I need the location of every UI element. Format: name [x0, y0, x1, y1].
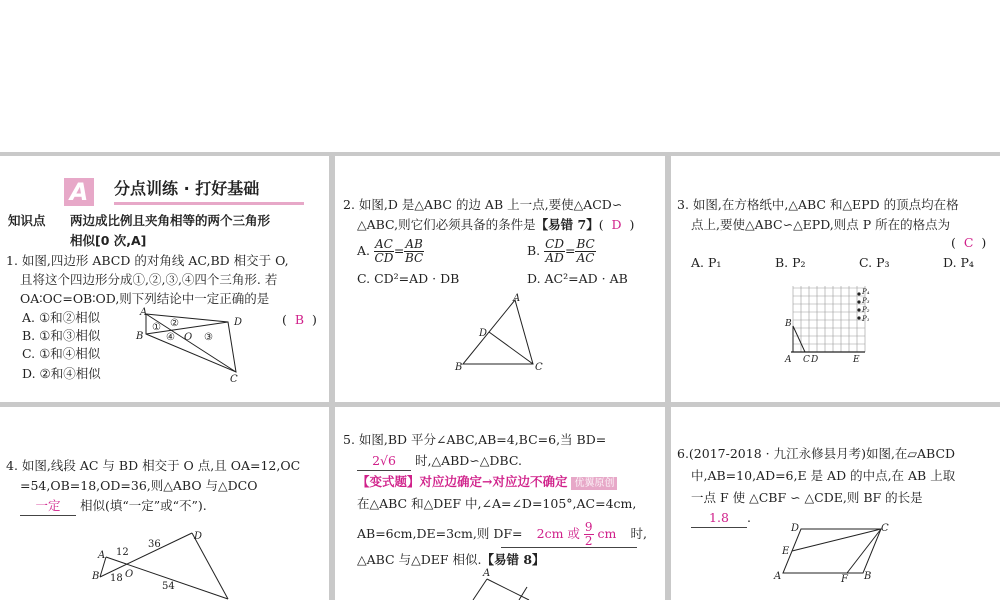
q3-label-a: A: [785, 355, 792, 365]
q3-label-b: B: [785, 319, 792, 329]
q3-answer: C: [963, 235, 974, 250]
q6-label-f: F: [841, 574, 848, 583]
q6-line-3: 一点 F 使 △CBF ∽ △CDE,则 BF 的长是: [691, 490, 923, 505]
q3-answer-bracket: ( C ): [951, 235, 987, 250]
q4-line-3-text: 相似(填“一定”或“不”).: [79, 498, 207, 513]
q5-line-1: 5. 如图,BD 平分∠ABC,AB=4,BC=6,当 BD=: [343, 432, 607, 447]
q5-answer-2-unit: cm: [597, 526, 617, 541]
q2-option-b-frac-2: [575, 238, 595, 265]
q6-label-d: D: [791, 523, 800, 534]
q4-answer: 一定: [20, 497, 76, 516]
q3-label-p3: P₃: [862, 297, 870, 305]
q1-answer: B: [294, 312, 305, 327]
q5-line-4-text: AB=6cm,DE=3cm,则 DF=: [357, 526, 523, 541]
q3-label-c: C: [803, 355, 810, 365]
q5-variant-title: 【变式题】对应边确定→对应边不确定: [357, 474, 568, 489]
q2-label-a: A: [513, 293, 521, 304]
q4-line-2: =54,OB=18,OD=36,则△ABO 与△DCO: [20, 478, 258, 493]
q1-option-c: C. ①和④相似: [22, 346, 101, 361]
q2-label-c: C: [535, 362, 543, 373]
q5-ans2-num: 9: [584, 520, 593, 534]
q1-label-c: C: [230, 374, 238, 385]
q6-line-2: 中,AB=10,AD=6,E 是 AD 的中点,在 AB 上取: [691, 468, 956, 483]
q2-label-b: B: [455, 362, 463, 373]
q6-line-1: 6.(2017-2018 · 九江永修县月考)如图,在▱ABCD: [677, 446, 956, 461]
q3-label-p4: P₄: [862, 288, 870, 296]
question-panel-2: [335, 156, 665, 402]
q3-line-2: 点上,要使△ABC∽△EPD,则点 P 所在的格点为: [691, 217, 951, 232]
question-panel-3: [671, 156, 1000, 402]
q2-triangle-figure: [453, 292, 553, 376]
section-underline: [114, 202, 304, 205]
q2-option-a-frac-1: [374, 238, 394, 265]
q6-label-e: E: [782, 546, 790, 557]
q6-answer: 1.8: [691, 509, 747, 528]
q4-line-1: 4. 如图,线段 AC 与 BD 相交于 O 点,且 OA=12,OC: [6, 458, 301, 473]
section-badge: A: [64, 178, 94, 206]
q4-label-a: A: [98, 550, 106, 561]
q4-len-54: 54: [162, 581, 175, 592]
q1-option-a: A. ①和②相似: [22, 310, 101, 325]
q5-answer-2-underline: [501, 547, 637, 548]
q2-a-d2: BC: [404, 251, 424, 265]
q5-line-5-text: △ABC 与△DEF 相似.: [357, 552, 482, 567]
q2-option-a: A. $\frac{AC}{CD}$ = $\frac{AB}{BC}$: [357, 237, 424, 265]
knowledge-point-label: 知识点: [8, 213, 46, 228]
q5-figure: [469, 567, 549, 600]
q2-a-n1: AC: [375, 237, 393, 251]
q2-option-b: B. $\frac{CD}{AD}$ = $\frac{BC}{AC}$: [527, 237, 595, 265]
q2-option-a-letter: A.: [357, 243, 371, 258]
q3-line-1: 3. 如图,在方格纸中,△ABC 和△EPD 的顶点均在格: [677, 197, 959, 212]
q2-answer: D: [611, 217, 622, 232]
q5-answer-2-text: 2cm 或: [536, 526, 580, 541]
q3-option-d: D. P₄: [943, 255, 974, 270]
q1-quadrilateral-figure: [132, 306, 252, 386]
q1-label-a: A: [140, 307, 148, 318]
q2-line-2-text: △ABC,则它们必须具备的条件是: [357, 217, 536, 232]
q5-line-2-text: 时,△ABD∽△DBC.: [414, 453, 522, 468]
q4-label-d: D: [194, 531, 203, 542]
question-panel-4: [0, 407, 329, 600]
q4-len-18: 18: [110, 573, 123, 584]
q3-grid-figure: [783, 282, 883, 368]
q1-answer-bracket: ( B ): [282, 312, 317, 327]
q5-answer-2: [527, 521, 627, 548]
q5-ans2-den: 2: [584, 534, 593, 548]
q2-option-d: D. AC²=AD · AB: [527, 271, 628, 286]
question-panel-1: [0, 156, 329, 402]
section-title: 分点训练 · 打好基础: [114, 179, 260, 198]
q2-error-tag: 【易错 7】: [535, 217, 599, 232]
section-banner: [64, 178, 304, 206]
knowledge-point-text-2: 相似[0 次,A]: [70, 233, 147, 248]
q1-option-d: D. ②和④相似: [22, 366, 101, 381]
q3-grid-lines: [793, 286, 865, 352]
q5-line-3: 在△ABC 和△DEF 中,∠A=∠D=105°,AC=4cm,: [357, 496, 637, 511]
q2-line-2: △ABC,则它们必须具备的条件是【易错 7】( D ): [357, 217, 635, 232]
q2-option-c: C. CD²=AD · DB: [357, 271, 460, 286]
q5-answer: 2√6: [357, 452, 411, 471]
q1-label-d: D: [234, 317, 243, 328]
q6-parallelogram-figure: [771, 521, 891, 583]
q1-region-3: ③: [204, 332, 213, 343]
q6-label-a: A: [774, 571, 782, 582]
q3-option-b: B. P₂: [775, 255, 806, 270]
q1-line-2: 且将这个四边形分成①,②,③,④四个三角形. 若: [20, 272, 278, 287]
q1-label-b: B: [136, 331, 144, 342]
q5-label-a: A: [483, 568, 491, 579]
q2-line-1: 2. 如图,D 是△ABC 的边 AB 上一点,要使△ACD∽: [343, 197, 623, 212]
q2-b-d2: AC: [576, 251, 595, 265]
q1-label-o: O: [184, 332, 193, 343]
q1-region-1: ①: [152, 322, 161, 333]
q2-b-n1: CD: [545, 237, 564, 251]
q5-line-4-tail: 时,: [630, 526, 647, 541]
q2-option-a-frac-2: [404, 238, 423, 265]
q2-b-d1: AD: [545, 251, 564, 265]
q5-line-2: [357, 452, 522, 471]
q5-answer-2-frac: [584, 521, 594, 548]
q3-label-d: D: [811, 355, 819, 365]
q6-label-c: C: [881, 523, 889, 534]
q4-len-12: 12: [116, 547, 129, 558]
q6-period: .: [747, 510, 751, 525]
q2-a-d1: CD: [374, 251, 394, 265]
q3-option-c: C. P₃: [859, 255, 890, 270]
q4-label-b: B: [92, 571, 100, 582]
q1-line-3: OA∶OC=OB∶OD,则下列结论中一定正确的是: [20, 291, 270, 306]
q1-region-2: ②: [170, 318, 179, 329]
q1-option-b: B. ①和③相似: [22, 328, 101, 343]
q4-label-o: O: [125, 569, 134, 580]
q4-line-3: [20, 497, 207, 516]
q5-variant: [357, 473, 617, 491]
q2-b-n2: BC: [576, 237, 595, 251]
knowledge-point-text: 两边成比例且夹角相等的两个三角形: [70, 213, 271, 228]
q2-a-n2: AB: [405, 237, 423, 251]
q5-error-tag: 【易错 8】: [481, 552, 545, 567]
q4-segments-figure: [88, 527, 238, 600]
q6-line-4: [691, 509, 751, 528]
q4-len-36: 36: [148, 539, 161, 550]
q2-label-d: D: [479, 328, 488, 339]
q1-line-1: 1. 如图,四边形 ABCD 的对角线 AC,BD 相交于 O,: [6, 253, 289, 268]
question-panel-5: [335, 407, 665, 600]
q2-option-b-frac-1: [544, 238, 565, 265]
q3-label-e: E: [853, 355, 860, 365]
question-panel-6: [671, 407, 1000, 600]
q3-option-a: A. P₁: [691, 255, 722, 270]
q3-label-p2: P₂: [862, 306, 870, 314]
q2-option-b-letter: B.: [527, 243, 541, 258]
q5-original-tag: 优翼原创: [571, 477, 617, 490]
q5-line-4: [357, 521, 647, 548]
q6-label-b: B: [864, 571, 872, 582]
q1-region-4: ④: [166, 332, 175, 343]
q3-label-p1: P₁: [862, 315, 870, 323]
